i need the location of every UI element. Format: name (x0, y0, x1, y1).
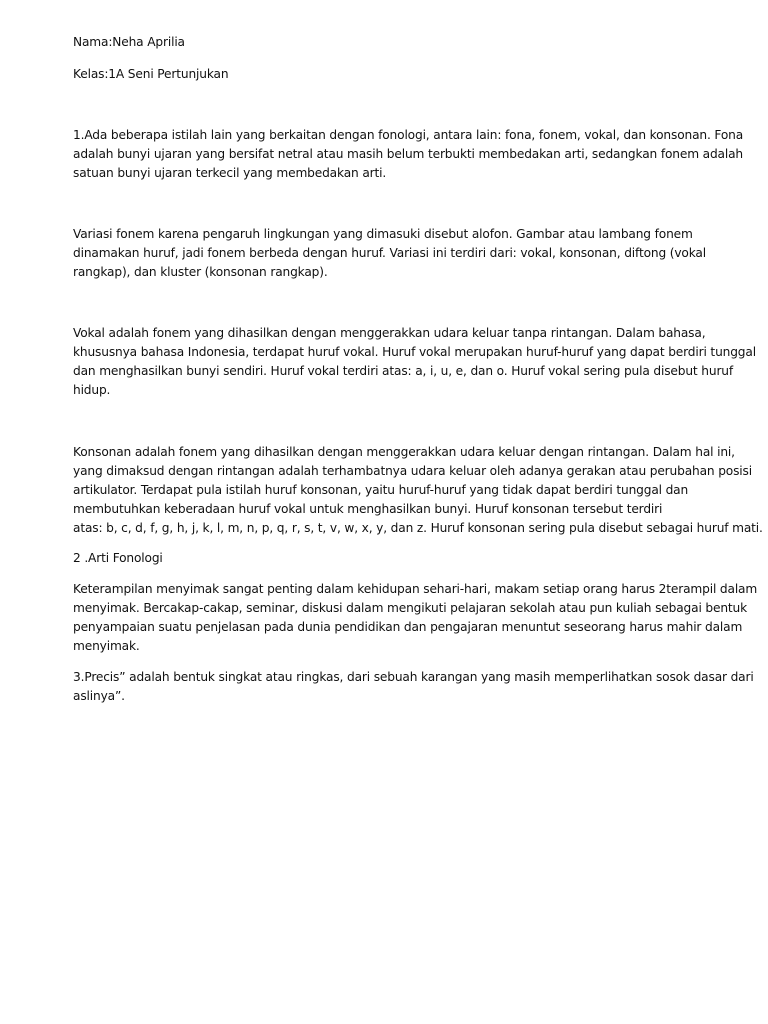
paragraph-phoneme-variation (73, 225, 733, 282)
paragraph-line: dan menghasilkan bunyi sendiri. Huruf vokal terdiri atas: a, i, u, e, dan o. Huruf vokal sering pula disebut huruf (73, 364, 734, 378)
paragraph-line: rangkap), dan kluster (konsonan rangkap). (73, 265, 328, 279)
paragraph-line: 1.Ada beberapa istilah lain yang berkaitan dengan fonologi, antara lain: fona, fonem, vokal, dan konsonan. Fona (73, 128, 744, 142)
paragraph-line: Konsonan adalah fonem yang dihasilkan dengan menggerakkan udara keluar dengan rintangan. Dalam hal ini, (73, 445, 735, 459)
paragraph-line: Keterampilan menyimak sangat penting dalam kehidupan sehari-hari, makam setiap orang harus 2terampil dalam (73, 582, 758, 596)
paragraph-line: hidup. (73, 383, 111, 397)
paragraph-line: 3.Precis” adalah bentuk singkat atau ringkas, dari sebuah karangan yang masih memperlihatkan sosok dasar dari (73, 670, 754, 684)
paragraph-line: menyimak. (73, 639, 140, 653)
paragraph-line: atas: b, c, d, f, g, h, j, k, l, m, n, p, q, r, s, t, v, w, x, y, dan z. Huruf konsonan sering pula disebut sebagai huruf mati. (73, 521, 763, 535)
paragraph-line: membutuhkan keberadaan huruf vokal untuk menghasilkan bunyi. Huruf konsonan tersebut terdiri (73, 502, 663, 516)
paragraph-vowels (73, 324, 756, 400)
paragraph-listening-skill (73, 580, 758, 656)
paragraph-line: satuan bunyi ujaran terkecil yang membedakan arti. (73, 166, 387, 180)
paragraph-line: khususnya bahasa Indonesia, terdapat huruf vokal. Huruf vokal merupakan huruf-huruf yang dapat berdiri tunggal (73, 345, 756, 359)
section-heading-phonology-meaning (73, 549, 733, 568)
paragraph-phonology-terms (73, 126, 744, 183)
paragraph-line: Variasi fonem karena pengaruh lingkungan yang dimasuki disebut alofon. Gambar atau lambang fonem (73, 227, 693, 241)
paragraph-line: artikulator. Terdapat pula istilah huruf konsonan, yaitu huruf-huruf yang tidak dapat berdiri tunggal dan (73, 483, 689, 497)
paragraph-line: aslinya”. (73, 689, 125, 703)
paragraph-line: 2 .Arti Fonologi (73, 551, 163, 565)
paragraph-consonants (73, 443, 763, 538)
student-class: Kelas:1A Seni Pertunjukan (73, 67, 229, 81)
paragraph-line: penyampaian suatu penjelasan pada dunia pendidikan dan pengajaran menuntut seseorang harus mahir dalam (73, 620, 743, 634)
paragraph-precis (73, 668, 754, 706)
paragraph-line: menyimak. Bercakap-cakap, seminar, diskusi dalam mengikuti pelajaran sekolah atau pun kuliah sebagai bentuk (73, 601, 748, 615)
paragraph-line: adalah bunyi ujaran yang bersifat netral atau masih belum terbukti membedakan arti, sedangkan fonem adalah (73, 147, 743, 161)
paragraph-line: dinamakan huruf, jadi fonem berbeda dengan huruf. Variasi ini terdiri dari: vokal, konsonan, diftong (vokal (73, 246, 706, 260)
student-name: Nama:Neha Aprilia (73, 35, 185, 49)
paragraph-line: yang dimaksud dengan rintangan adalah terhambatnya udara keluar oleh adanya gerakan atau perubahan posisi (73, 464, 752, 478)
paragraph-line: Vokal adalah fonem yang dihasilkan dengan menggerakkan udara keluar tanpa rintangan. Dalam bahasa, (73, 326, 706, 340)
